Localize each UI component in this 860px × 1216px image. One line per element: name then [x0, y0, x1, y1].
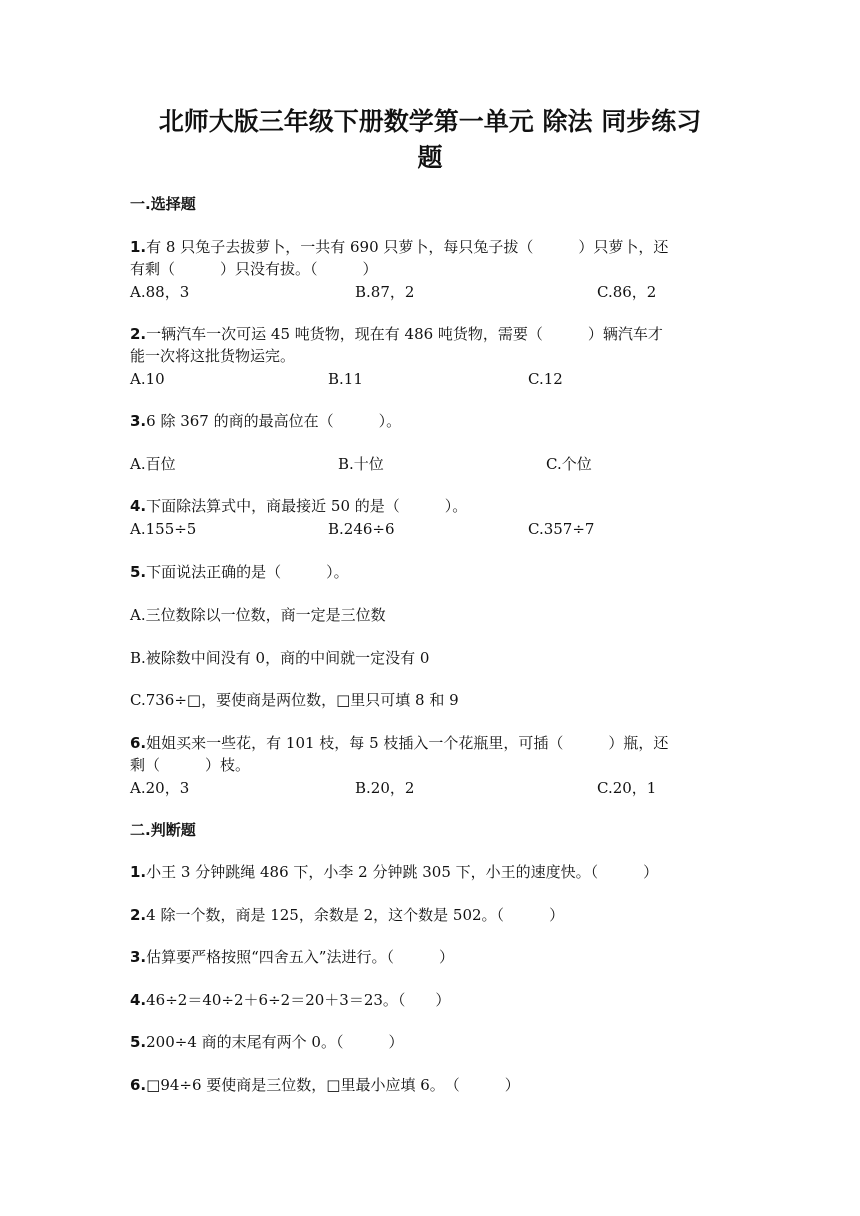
- option-a: A.88，3: [130, 283, 190, 301]
- question-number: 5.: [130, 563, 147, 581]
- section-heading-judgement: 二.判断题: [130, 821, 196, 839]
- question-number: 1.: [130, 863, 147, 881]
- question-number: 3.: [130, 412, 147, 430]
- option-a: A.20，3: [130, 779, 190, 797]
- option-a: A.三位数除以一位数，商一定是三位数: [130, 606, 386, 624]
- question-number: 2.: [130, 906, 147, 924]
- question-text: 一辆汽车一次可运 45 吨货物，现在有 486 吨货物，需要（ ）辆汽车才: [146, 325, 663, 343]
- option-c: C.357÷7: [528, 520, 595, 538]
- judgement-1: [130, 861, 658, 883]
- question-6-cont: 剩（ ）枝。: [130, 756, 251, 774]
- question-text: 下面说法正确的是（ ）。: [146, 563, 349, 581]
- option-b: B.246÷6: [328, 520, 395, 538]
- question-number: 3.: [130, 948, 147, 966]
- question-text: 姐姐买来一些花，有 101 枝，每 5 枝插入一个花瓶里，可插（ ）瓶，还: [146, 734, 669, 752]
- judgement-3: [130, 946, 454, 968]
- question-1-cont: 有剩（ ）只没有拔。（ ）: [130, 260, 378, 278]
- option-b: B.11: [328, 370, 363, 388]
- question-1: [130, 236, 668, 258]
- question-number: 1.: [130, 238, 147, 256]
- option-c: C.736÷□，要使商是两位数，□里只可填 8 和 9: [130, 691, 459, 709]
- question-number: 5.: [130, 1033, 147, 1051]
- judgement-5: [130, 1031, 403, 1053]
- page-title-continued: 题: [417, 143, 443, 172]
- question-text: 200÷4 商的末尾有两个 0。（ ）: [146, 1033, 404, 1051]
- option-b: B.87，2: [355, 283, 415, 301]
- option-a: A.10: [130, 370, 165, 388]
- question-2: [130, 323, 663, 345]
- question-text: □94÷6 要使商是三位数，□里最小应填 6。 （ ）: [146, 1076, 520, 1094]
- option-c: C.86，2: [597, 283, 657, 301]
- question-6: [130, 732, 668, 754]
- question-5: [130, 561, 349, 583]
- question-number: 6.: [130, 1076, 147, 1094]
- option-a: A.155÷5: [130, 520, 197, 538]
- question-text: 6 除 367 的商的最高位在（ ）。: [146, 412, 402, 430]
- question-4: [130, 495, 467, 517]
- question-text: 46÷2＝40÷2＋6÷2＝20＋3＝23。（ ）: [146, 991, 451, 1009]
- option-a: A.百位: [130, 455, 176, 473]
- question-number: 2.: [130, 325, 147, 343]
- section-heading-choice: 一.选择题: [130, 195, 196, 213]
- question-number: 4.: [130, 991, 147, 1009]
- question-number: 4.: [130, 497, 147, 515]
- judgement-4: [130, 989, 450, 1011]
- question-2-cont: 能一次将这批货物运完。: [130, 347, 296, 365]
- option-b: B.被除数中间没有 0，商的中间就一定没有 0: [130, 649, 430, 667]
- question-text: 下面除法算式中，商最接近 50 的是（ ）。: [146, 497, 468, 515]
- question-text: 有 8 只兔子去拔萝卜，一共有 690 只萝卜，每只兔子拔（ ）只萝卜，还: [146, 238, 669, 256]
- option-c: C.20，1: [597, 779, 657, 797]
- question-number: 6.: [130, 734, 147, 752]
- judgement-6: [130, 1074, 520, 1096]
- question-text: 小王 3 分钟跳绳 486 下，小李 2 分钟跳 305 下，小王的速度快。（ ）: [146, 863, 659, 881]
- question-text: 4 除一个数，商是 125，余数是 2，这个数是 502。（ ）: [146, 906, 565, 924]
- judgement-2: [130, 904, 564, 926]
- option-b: B.20，2: [355, 779, 415, 797]
- option-c: C.个位: [546, 455, 592, 473]
- option-c: C.12: [528, 370, 563, 388]
- page-title: 北师大版三年级下册数学第一单元 除法 同步练习: [158, 107, 702, 136]
- question-3: [130, 410, 401, 432]
- option-b: B.十位: [338, 455, 384, 473]
- question-text: 估算要严格按照“四舍五入”法进行。（ ）: [146, 948, 454, 966]
